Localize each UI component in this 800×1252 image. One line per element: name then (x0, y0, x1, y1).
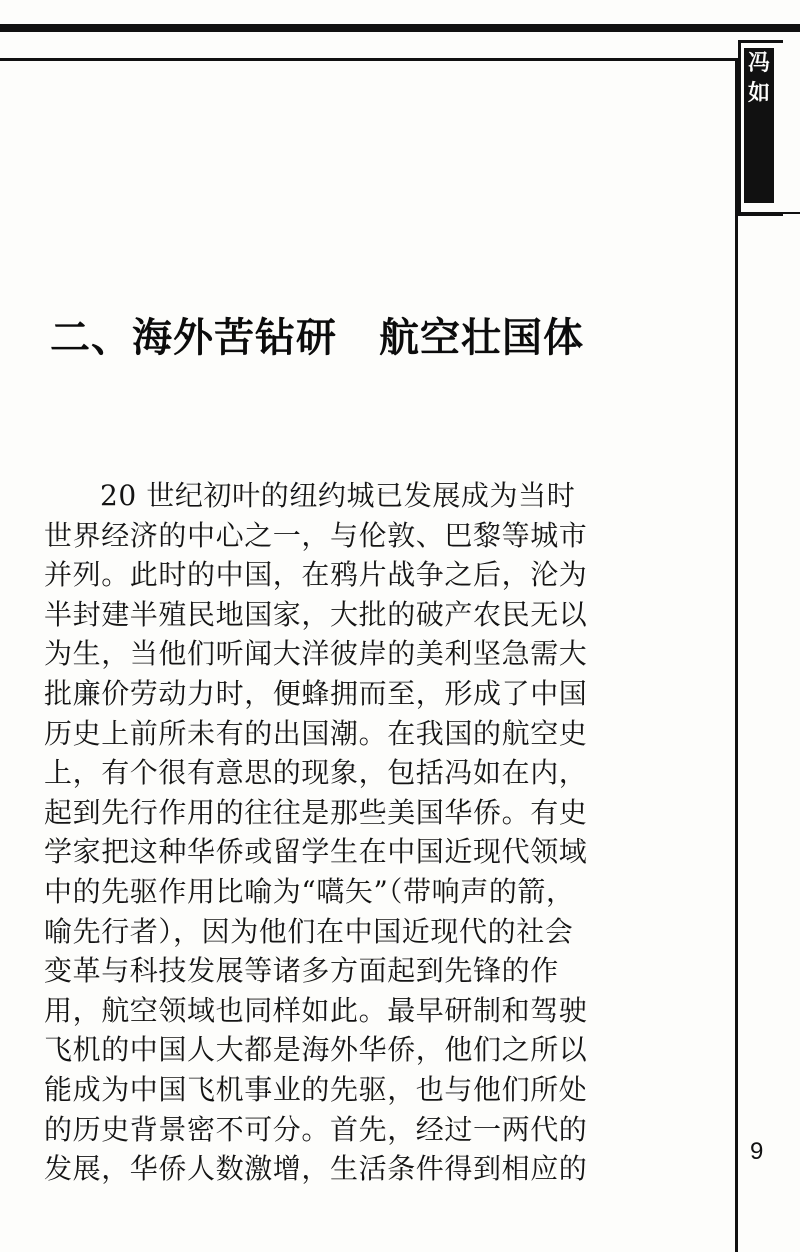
body-line: 起到先行作用的往往是那些美国华侨。有史 (44, 795, 588, 829)
running-header-name (744, 48, 774, 108)
body-text (44, 476, 640, 1189)
body-line: 发展，华侨人数激增，生活条件得到相应的 (44, 1152, 588, 1186)
body-line: 并列。此时的中国，在鸦片战争之后，沦为 (44, 558, 588, 592)
body-line: 历史上前所未有的出国潮。在我国的航空史 (44, 716, 588, 750)
running-header-rule (738, 212, 800, 214)
body-line: 为生，当他们听闻大洋彼岸的美利坚急需大 (44, 637, 588, 671)
right-frame-line (735, 58, 738, 1252)
body-line: 的历史背景密不可分。首先，经过一两代的 (44, 1112, 588, 1146)
section-heading (50, 306, 584, 363)
section-heading-part2: 航空壮国体 (379, 314, 584, 361)
top-border-thick (0, 24, 800, 32)
section-heading-part1: 二、海外苦钻研 (50, 314, 337, 361)
running-header-char-1: 冯 (747, 50, 770, 76)
body-line: 学家把这种华侨或留学生在中国近现代领域 (44, 835, 588, 869)
page-number: 9 (750, 1138, 764, 1165)
body-line: 20 世纪初叶的纽约城已发展成为当时 (100, 479, 576, 512)
running-header-char-2: 如 (747, 80, 770, 106)
top-border-thin (0, 58, 738, 61)
body-line: 批廉价劳动力时，便蜂拥而至，形成了中国 (44, 676, 588, 710)
body-line: 半封建半殖民地国家，大批的破产农民无以 (44, 597, 588, 631)
body-line: 世界经济的中心之一，与伦敦、巴黎等城市 (44, 518, 588, 552)
body-line: 变革与科技发展等诸多方面起到先锋的作 (44, 954, 559, 988)
body-line: 中的先驱作用比喻为“嚆矢”（带响声的箭， (44, 874, 575, 908)
body-line: 用，航空领域也同样如此。最早研制和驾驶 (44, 993, 588, 1027)
body-line: 能成为中国飞机事业的先驱，也与他们所处 (44, 1072, 588, 1106)
body-line: 飞机的中国人大都是海外华侨，他们之所以 (44, 1033, 588, 1067)
body-line: 上，有个很有意思的现象，包括冯如在内， (44, 756, 588, 790)
body-line: 喻先行者），因为他们在中国近现代的社会 (44, 914, 574, 948)
